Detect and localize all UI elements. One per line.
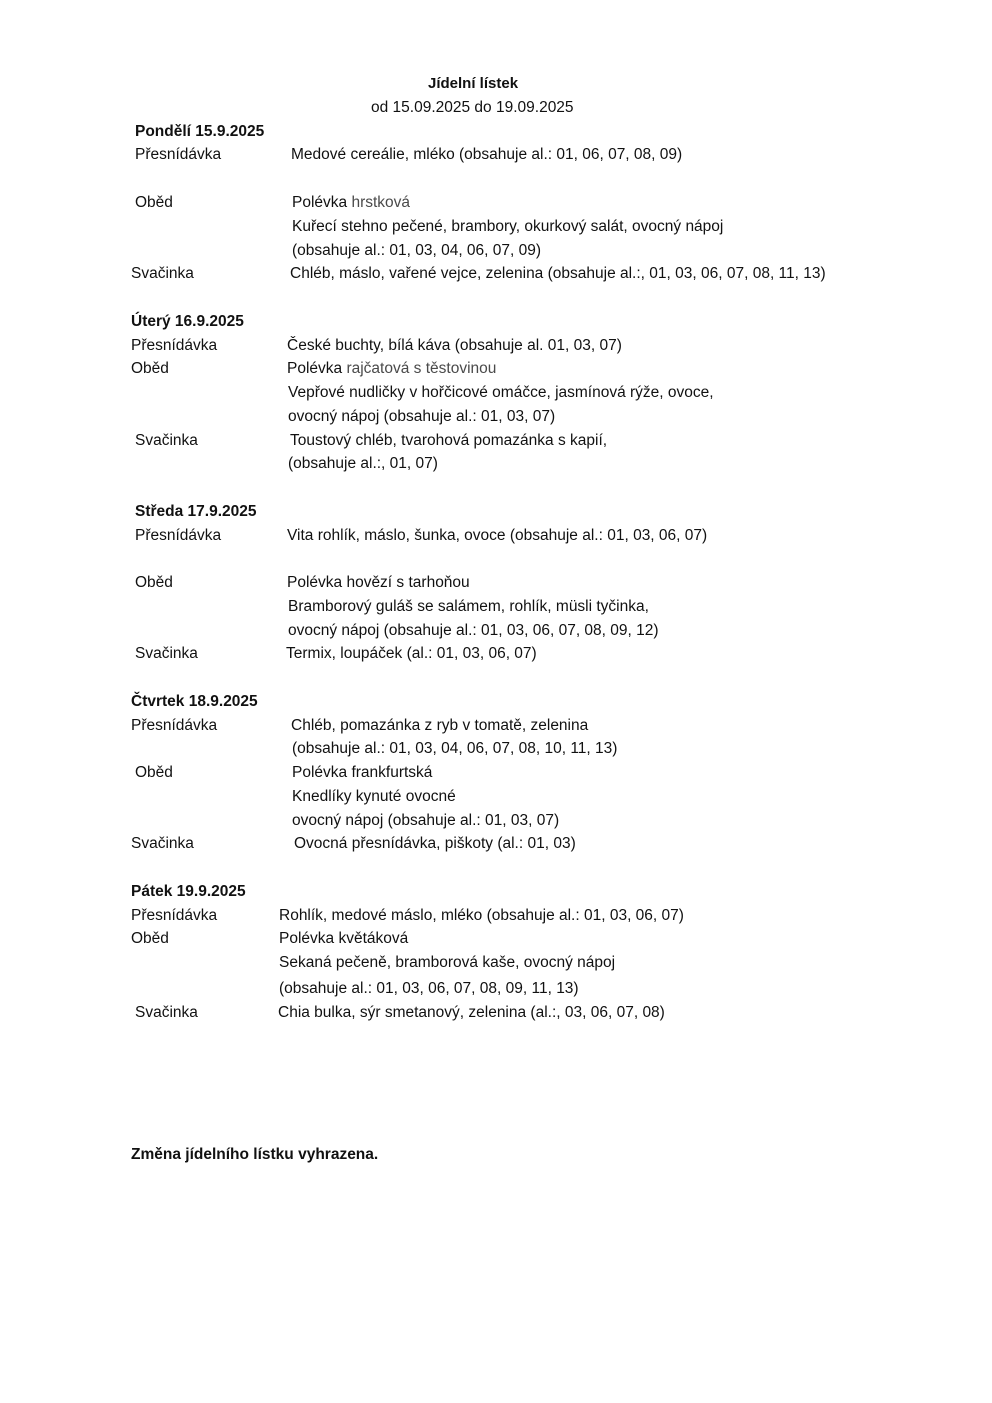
label-svacinka: Svačinka [135, 1004, 198, 1021]
menu-item-text: Knedlíky kynuté ovocné [292, 788, 456, 805]
menu-item-text: (obsahuje al.: 01, 03, 04, 06, 07, 09) [292, 242, 542, 259]
menu-item-text: Chléb, máslo, vařené vejce, zelenina (obsahuje al.:, 01, 03, 06, 07, 08, 11, 13) [290, 265, 826, 282]
day-heading-tuesday: Úterý 16.9.2025 [131, 313, 244, 330]
label-presnidavka: Přesnídávka [131, 717, 218, 734]
menu-item-text: Chia bulka, sýr smetanový, zelenina (al.:, 03, 06, 07, 08) [278, 1004, 665, 1021]
day-heading-friday: Pátek 19.9.2025 [131, 883, 246, 900]
footer-note: Změna jídelního lístku vyhrazena. [131, 1146, 379, 1163]
menu-item-text: Medové cereálie, mléko (obsahuje al.: 01, 06, 07, 08, 09) [291, 146, 683, 163]
soup-line [287, 359, 496, 379]
day-heading-monday: Pondělí 15.9.2025 [135, 123, 265, 140]
soup-line [292, 193, 410, 213]
menu-item-text: Bramborový guláš se salámem, rohlík, müsli tyčinka, [288, 598, 649, 615]
label-presnidavka: Přesnídávka [131, 907, 218, 924]
label-svacinka: Svačinka [131, 835, 194, 852]
menu-item-text: Sekaná pečeně, bramborová kaše, ovocný nápoj [279, 954, 616, 971]
page-title: Jídelní lístek [428, 75, 519, 92]
soup-prefix: Polévka [292, 194, 352, 211]
menu-item-text: Vita rohlík, máslo, šunka, ovoce (obsahuje al.: 01, 03, 06, 07) [287, 527, 708, 544]
label-svacinka: Svačinka [131, 265, 194, 282]
soup-prefix: Polévka [287, 360, 347, 377]
label-presnidavka: Přesnídávka [135, 527, 222, 544]
label-obed: Oběd [135, 194, 173, 211]
menu-item-text: Termix, loupáček (al.: 01, 03, 06, 07) [286, 645, 537, 662]
menu-item-text: ovocný nápoj (obsahuje al.: 01, 03, 06, 07, 08, 09, 12) [288, 622, 659, 639]
label-presnidavka: Přesnídávka [135, 146, 222, 163]
menu-item-text: Polévka frankfurtská [292, 764, 433, 781]
menu-item-text: Ovocná přesnídávka, piškoty (al.: 01, 03) [294, 835, 576, 852]
soup-name: hrstková [351, 194, 411, 211]
menu-item-text: Rohlík, medové máslo, mléko (obsahuje al.: 01, 03, 06, 07) [279, 907, 684, 924]
menu-item-text: (obsahuje al.: 01, 03, 04, 06, 07, 08, 10, 11, 13) [292, 740, 618, 757]
label-obed: Oběd [135, 764, 173, 781]
menu-item-text: Vepřové nudličky v hořčicové omáčce, jasmínová rýže, ovoce, [288, 384, 714, 401]
menu-item-text: (obsahuje al.: 01, 03, 06, 07, 08, 09, 11, 13) [279, 980, 579, 997]
label-obed: Oběd [131, 930, 169, 947]
menu-item-text: ovocný nápoj (obsahuje al.: 01, 03, 07) [288, 408, 556, 425]
menu-item-text: (obsahuje al.:, 01, 07) [288, 455, 438, 472]
menu-item-text: Polévka květáková [279, 930, 409, 947]
menu-item-text: Toustový chléb, tvarohová pomazánka s kapií, [290, 432, 608, 449]
menu-item-text: Polévka hovězí s tarhoňou [287, 574, 470, 591]
day-heading-wednesday: Středa 17.9.2025 [135, 503, 257, 520]
menu-item-text: Kuřecí stehno pečené, brambory, okurkový salát, ovocný nápoj [292, 218, 724, 235]
menu-item-text: Chléb, pomazánka z ryb v tomatě, zelenina [291, 717, 589, 734]
label-presnidavka: Přesnídávka [131, 337, 218, 354]
day-heading-thursday: Čtvrtek 18.9.2025 [131, 693, 258, 710]
menu-item-text: České buchty, bílá káva (obsahuje al. 01, 03, 07) [287, 337, 622, 354]
label-svacinka: Svačinka [135, 645, 198, 662]
soup-name: rajčatová s těstovinou [346, 360, 497, 377]
date-range: od 15.09.2025 do 19.09.2025 [371, 99, 574, 116]
menu-item-text: ovocný nápoj (obsahuje al.: 01, 03, 07) [292, 812, 560, 829]
label-obed: Oběd [131, 360, 169, 377]
label-obed: Oběd [135, 574, 173, 591]
label-svacinka: Svačinka [135, 432, 198, 449]
